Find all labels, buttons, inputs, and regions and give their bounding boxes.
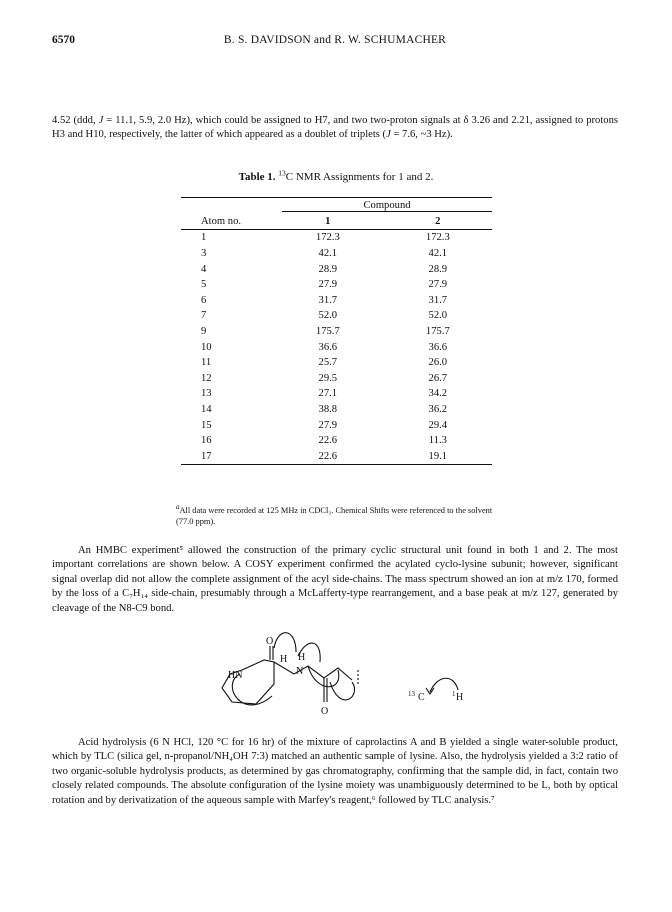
table-row: [181, 449, 492, 465]
col-header-atom: Atom no.: [201, 215, 242, 227]
table-row: [181, 371, 492, 387]
cell-compound-2: 42.1: [428, 248, 448, 260]
table-row: [181, 433, 492, 449]
cell-compound-2: 36.6: [428, 341, 448, 353]
cell-atom-no: 16: [201, 435, 212, 447]
running-head: B. S. DAVIDSON and R. W. SCHUMACHER: [223, 34, 447, 46]
cell-compound-2: 26.0: [428, 357, 448, 369]
cell-compound-1: 22.6: [318, 450, 338, 462]
cell-compound-1: 36.6: [318, 341, 338, 353]
cell-compound-1: 27.9: [318, 419, 338, 431]
cell-compound-1: 42.1: [318, 248, 338, 260]
intro-paragraph: [52, 114, 618, 143]
cell-atom-no: 9: [201, 326, 207, 338]
hmbc-structure-diagram: [212, 622, 502, 730]
cell-compound-2: 26.7: [428, 372, 448, 384]
cell-compound-1: 22.6: [318, 435, 338, 447]
cell-compound-1: 27.9: [318, 279, 338, 291]
cell-compound-1: 175.7: [315, 326, 340, 338]
cell-atom-no: 5: [201, 279, 207, 291]
cell-compound-2: 27.9: [428, 279, 448, 291]
table-isotope-mass: 13: [278, 168, 286, 178]
table-footnote: [176, 503, 506, 527]
cell-compound-1: 38.8: [318, 404, 338, 416]
atom-n: N: [296, 666, 304, 677]
cell-compound-2: 19.1: [428, 450, 448, 462]
intro-text-c: = 7.6, ~3 Hz).: [390, 129, 453, 141]
coupling-symbol-2: J: [386, 129, 391, 141]
table-caption: [0, 168, 672, 183]
legend-h: H: [456, 692, 464, 703]
table-group-header-row: [181, 198, 492, 214]
ring-bond: [222, 660, 274, 704]
table-body: [181, 230, 492, 465]
table-label: Table 1.: [238, 171, 276, 183]
cell-atom-no: 1: [181, 230, 272, 246]
cell-compound-1: 52.0: [318, 310, 338, 322]
cell-atom-no: 15: [201, 419, 212, 431]
cell-compound-2: 34.2: [428, 388, 448, 400]
cell-compound-2: 36.2: [428, 404, 448, 416]
table-row: [181, 339, 492, 355]
cell-atom-no: 11: [201, 357, 212, 369]
cell-atom-no: 3: [201, 248, 207, 260]
col-header-compound-1: 1: [325, 215, 331, 227]
cell-compound-2: 28.9: [428, 263, 448, 275]
table-row: [181, 417, 492, 433]
cell-compound-2: 175.7: [425, 326, 450, 338]
atom-o-bottom: O: [321, 706, 329, 717]
atom-hn: HN: [228, 670, 243, 681]
table-row: [181, 230, 492, 246]
cell-compound-2: 52.0: [428, 310, 448, 322]
page-header: [52, 34, 618, 50]
legend-c-mass: 13: [408, 690, 415, 698]
table-title: C NMR Assignments for 1 and 2.: [285, 171, 434, 183]
cell-compound-2: 172.3: [384, 230, 492, 246]
cell-atom-no: 12: [201, 372, 212, 384]
hydrolysis-paragraph: Acid hydrolysis (6 N HCl, 120 °C for 16 hr) of the mixture of caprolactins A and B yielded a single water-soluble product, which by TLC (silica gel, n-propanol/NH₄OH 7:3) matched an authentic sample of lysine. Also, the hydrolysis yielded a 3:2 ratio of two organic-soluble hydrolysis products, as determined by gas chromatography, confirming that the sample did, in fact, contain two closely related compounds. The absolute configuration of the lysine moiety was unambiguously determined to be L, both by optical rotation and by derivatization of the aqueous sample with Marfey's reagent,⁶ followed by TLC analysis.⁷: [52, 737, 618, 806]
table-row: [181, 324, 492, 340]
nmr-table: [181, 197, 492, 465]
cell-compound-1: 28.9: [318, 263, 338, 275]
cell-compound-1: 31.7: [318, 294, 338, 306]
cell-atom-no: 7: [201, 310, 207, 322]
table-row: [181, 308, 492, 324]
legend-h-mass: 1: [452, 690, 456, 698]
cell-atom-no: 10: [201, 341, 212, 353]
footnote-text: All data were recorded at 125 MHz in CDCl₃. Chemical Shifts were referenced to the solvent (77.0 ppm).: [176, 506, 493, 526]
cell-compound-2: 11.3: [428, 435, 447, 447]
atom-h-1: H: [280, 654, 288, 665]
table-row: [181, 386, 492, 402]
cell-compound-1: 29.5: [318, 372, 338, 384]
cell-atom-no: 4: [201, 263, 207, 275]
hmbc-arrow-1: [274, 633, 296, 652]
table-row: [181, 261, 492, 277]
cell-compound-2: 29.4: [428, 419, 448, 431]
table-row: [181, 246, 492, 262]
cell-compound-1: 172.3: [272, 230, 384, 246]
cell-atom-no: 17: [201, 450, 212, 462]
cell-compound-1: 27.1: [318, 388, 338, 400]
cell-atom-no: 13: [201, 388, 212, 400]
compound-group-header: [272, 198, 492, 214]
col-header-compound-2: 2: [435, 215, 441, 227]
intro-text-b: = 11.1, 5.9, 2.0 Hz), which could be assigned to H7, and two two-proton signals at δ 3.26 and 2.21, assigned to protons H3 and H10, respectively, the latter of which appeared as a doublet of triplets (: [52, 115, 618, 141]
cell-atom-no: 6: [201, 294, 207, 306]
table-row: [181, 355, 492, 371]
page-number: 6570: [52, 34, 75, 46]
table-column-header-row: [181, 214, 492, 230]
cell-atom-no: 14: [201, 404, 212, 416]
atom-h-2: H: [298, 652, 306, 663]
cell-compound-2: 31.7: [428, 294, 448, 306]
footnote-mark: a: [176, 503, 180, 512]
table-row: [181, 402, 492, 418]
table-row: [181, 293, 492, 309]
atom-o-top: O: [266, 636, 274, 647]
legend-c: C: [418, 692, 425, 703]
compound-group-label: Compound: [282, 200, 492, 212]
table-row: [181, 277, 492, 293]
hmbc-arrow-5: [330, 682, 355, 700]
intro-text-a: 4.52 (ddd,: [52, 115, 99, 126]
cell-compound-1: 25.7: [318, 357, 338, 369]
coupling-symbol: J: [98, 115, 104, 126]
hmbc-paragraph: An HMBC experiment⁵ allowed the construction of the primary cyclic structural unit found in both 1 and 2. The most important correlations are shown below. A COSY experiment confirmed the acylated cyclo-lysine subunit; however, significant signal overlap did not allow the complete assignment of the acyl side-chains. The mass spectrum showed an ion at m/z 170, formed by the loss of a C₇H₁₄ side-chain, presumably through a McLafferty-type rearrangement, and a base peak at m/z 127, generated by cleavage of the N8-C9 bond.: [52, 545, 618, 614]
